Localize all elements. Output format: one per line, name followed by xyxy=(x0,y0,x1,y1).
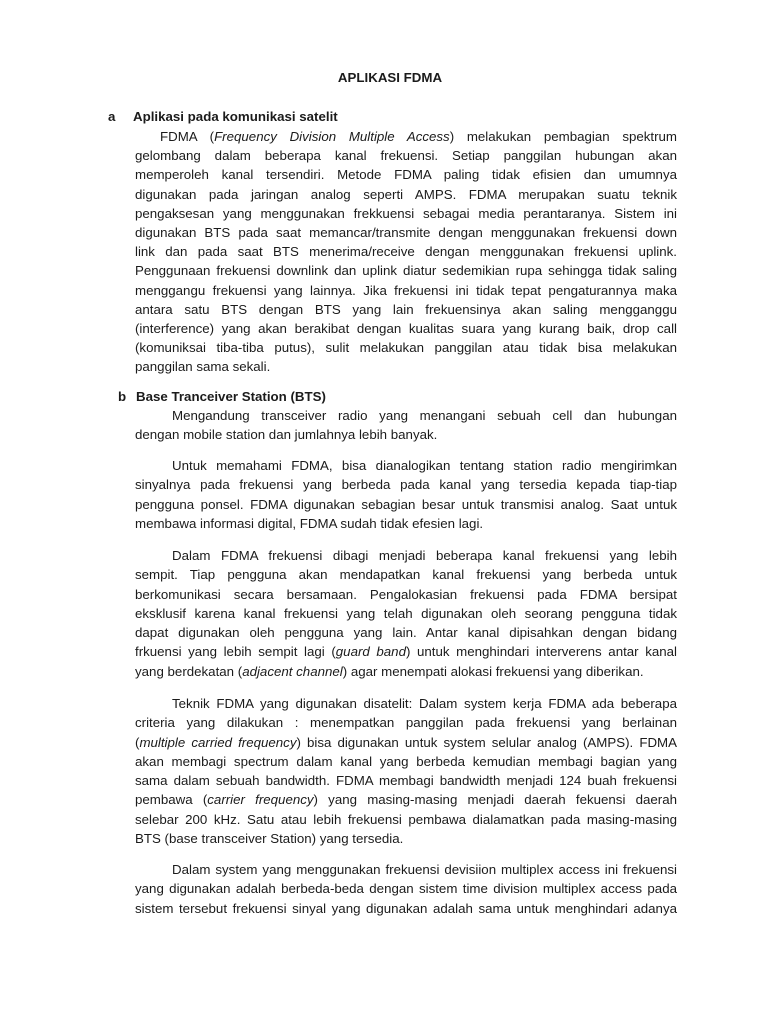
paragraph-line: digunakan BTS pada saat memancar/transmite dengan menggunakan frekuensi down xyxy=(135,224,677,240)
paragraph-line: (interference) yang akan berakibat dengan kualitas suara yang kurang baik, drop call xyxy=(135,320,677,336)
paragraph-line: eksklusif karena kanal frekuensi yang telah digunakan oleh seorang pengguna tidak xyxy=(135,605,677,621)
emphasis-text: carrier frequency xyxy=(207,792,314,808)
line-text: ) bisa digunakan untuk system selular analog (AMPS). FDMA xyxy=(296,734,677,750)
paragraph-line: BTS (base transceiver Station) yang tersedia. xyxy=(135,831,404,847)
paragraph xyxy=(135,694,677,848)
paragraph-line xyxy=(135,127,677,146)
paragraph-line: membawa informasi digital, FDMA sudah tidak efesien lagi. xyxy=(135,515,484,531)
paragraph-line: sama dalam sebuah bandwidth. FDMA membagi bandwidth menjadi 124 buah frekuensi xyxy=(135,773,677,789)
section-heading-b xyxy=(0,387,400,407)
paragraph-line: criteria yang dilakukan : menempatkan panggilan pada frekuensi yang berlainan xyxy=(135,715,677,731)
paragraph-line: dengan mobile station dan jumlahnya lebih banyak. xyxy=(135,427,438,443)
line-text: ) melakukan pembagian spektrum xyxy=(449,129,677,144)
line-text: ( xyxy=(135,734,140,750)
line-text: FDMA ( xyxy=(160,129,215,144)
line-text: pembawa ( xyxy=(135,792,208,808)
document-title: APLIKASI FDMA xyxy=(337,70,443,85)
paragraph xyxy=(135,860,677,918)
paragraph xyxy=(135,127,677,376)
paragraph xyxy=(135,546,677,681)
paragraph-line xyxy=(135,790,677,809)
paragraph-line: memperoleh kanal tersendiri. Metode FDMA paling tidak efisien dan umumnya xyxy=(135,167,677,183)
line-text: ) agar menempati alokasi frekuensi yang diberikan. xyxy=(342,663,644,679)
paragraph-line: dapat digunakan oleh pengguna yang lain. Antar kanal dipisahkan dengan bidang xyxy=(135,625,677,641)
line-text: ) untuk menghindari interverens antar kanal xyxy=(405,644,677,660)
paragraph-line: yang digunakan adalah berbeda-beda dengan sistem time division multiplex access pada xyxy=(135,881,677,897)
paragraph-line xyxy=(135,662,677,681)
paragraph-line xyxy=(135,642,677,661)
paragraph-line: Mengandung transceiver radio yang menangani sebuah cell dan hubungan xyxy=(172,408,677,423)
section-heading-text: Base Tranceiver Station (BTS) xyxy=(136,389,326,404)
line-text: frkuensi yang lebih sempit lagi ( xyxy=(135,644,336,660)
line-text: ) yang masing-masing menjadi daerah fekuensi daerah xyxy=(313,792,678,808)
paragraph-line: Penggunaan frekuensi downlink dan uplink diatur sedemikian rupa sehingga tidak saling xyxy=(135,263,677,279)
paragraph xyxy=(135,406,677,445)
paragraph-line: sistem tersebut frekuensi sinyal yang digunakan adalah sama untuk menghindari adanya xyxy=(135,900,677,916)
emphasis-text: adjacent channel xyxy=(242,663,343,679)
paragraph-line xyxy=(135,733,677,752)
paragraph-line: antara satu BTS dengan BTS yang lain frekuensinya akan saling mengganggu xyxy=(135,301,677,317)
paragraph-line: sinyalnya pada frekuensi yang berbeda pada kanal yang tersedia kepada tiap-tiap xyxy=(135,477,677,493)
line-text: yang berdekatan ( xyxy=(135,663,243,679)
paragraph-line: Teknik FDMA yang digunakan disatelit: Dalam system kerja FDMA ada beberapa xyxy=(172,696,677,711)
paragraph-line: sempit. Tiap pengguna akan mendapatkan kanal frekuensi yang berbeda untuk xyxy=(135,567,677,583)
paragraph-line: panggilan sama sekali. xyxy=(135,359,271,375)
paragraph-line: berkomunikasi secara bersamaan. Pengalokasian frekuensi pada FDMA bersipat xyxy=(135,586,677,602)
emphasis-text: multiple carried frequency xyxy=(139,734,297,750)
paragraph-line: (komuniksai tiba-tiba putus), sulit melakukan panggilan atau tidak bisa melakukan xyxy=(135,340,677,356)
section-heading-text: Aplikasi pada komunikasi satelit xyxy=(133,109,338,124)
section-marker: b xyxy=(118,389,127,404)
section-marker: a xyxy=(108,109,116,124)
emphasis-text: Frequency Division Multiple Access xyxy=(214,129,450,144)
paragraph xyxy=(135,456,677,533)
section-heading-a xyxy=(0,107,400,127)
paragraph-line: Dalam system yang menggunakan frekuensi devisiion multiplex access ini frekuensi xyxy=(172,862,677,877)
paragraph-line: akan membagi spectrum dalam kanal yang berbeda kemudian membagi bagian yang xyxy=(135,753,677,769)
paragraph-line: Dalam FDMA frekuensi dibagi menjadi beberapa kanal frekuensi yang lebih xyxy=(172,548,677,563)
paragraph-line: Untuk memahami FDMA, bisa dianalogikan tentang station radio mengirimkan xyxy=(172,458,677,473)
paragraph-line: selebar 200 kHz. Satu atau lebih frekuensi pembawa dialamatkan pada masing-masing xyxy=(135,811,677,827)
paragraph-line: menggangu frekuensi yang lainnya. Jika frekuensi ini tidak tepat pengaturannya maka xyxy=(135,282,677,298)
emphasis-text: guard band xyxy=(335,644,406,660)
paragraph-line: digunakan pada jaringan analog seperti AMPS. FDMA merupakan suatu teknik xyxy=(135,186,677,202)
paragraph-line: gelombang dalam beberapa kanal frekuensi. Setiap panggilan hubungan akan xyxy=(135,148,677,164)
paragraph-line: link dan pada saat BTS menerima/receive dengan menggunakan frekuensi uplink. xyxy=(135,244,677,260)
paragraph-line: pengaksesan yang menggunakan frekkuensi sebagai media perantaranya. Sistem ini xyxy=(135,205,677,221)
paragraph-line: pengguna ponsel. FDMA digunakan sebagian besar untuk transmisi analog. Saat untuk xyxy=(135,496,677,512)
